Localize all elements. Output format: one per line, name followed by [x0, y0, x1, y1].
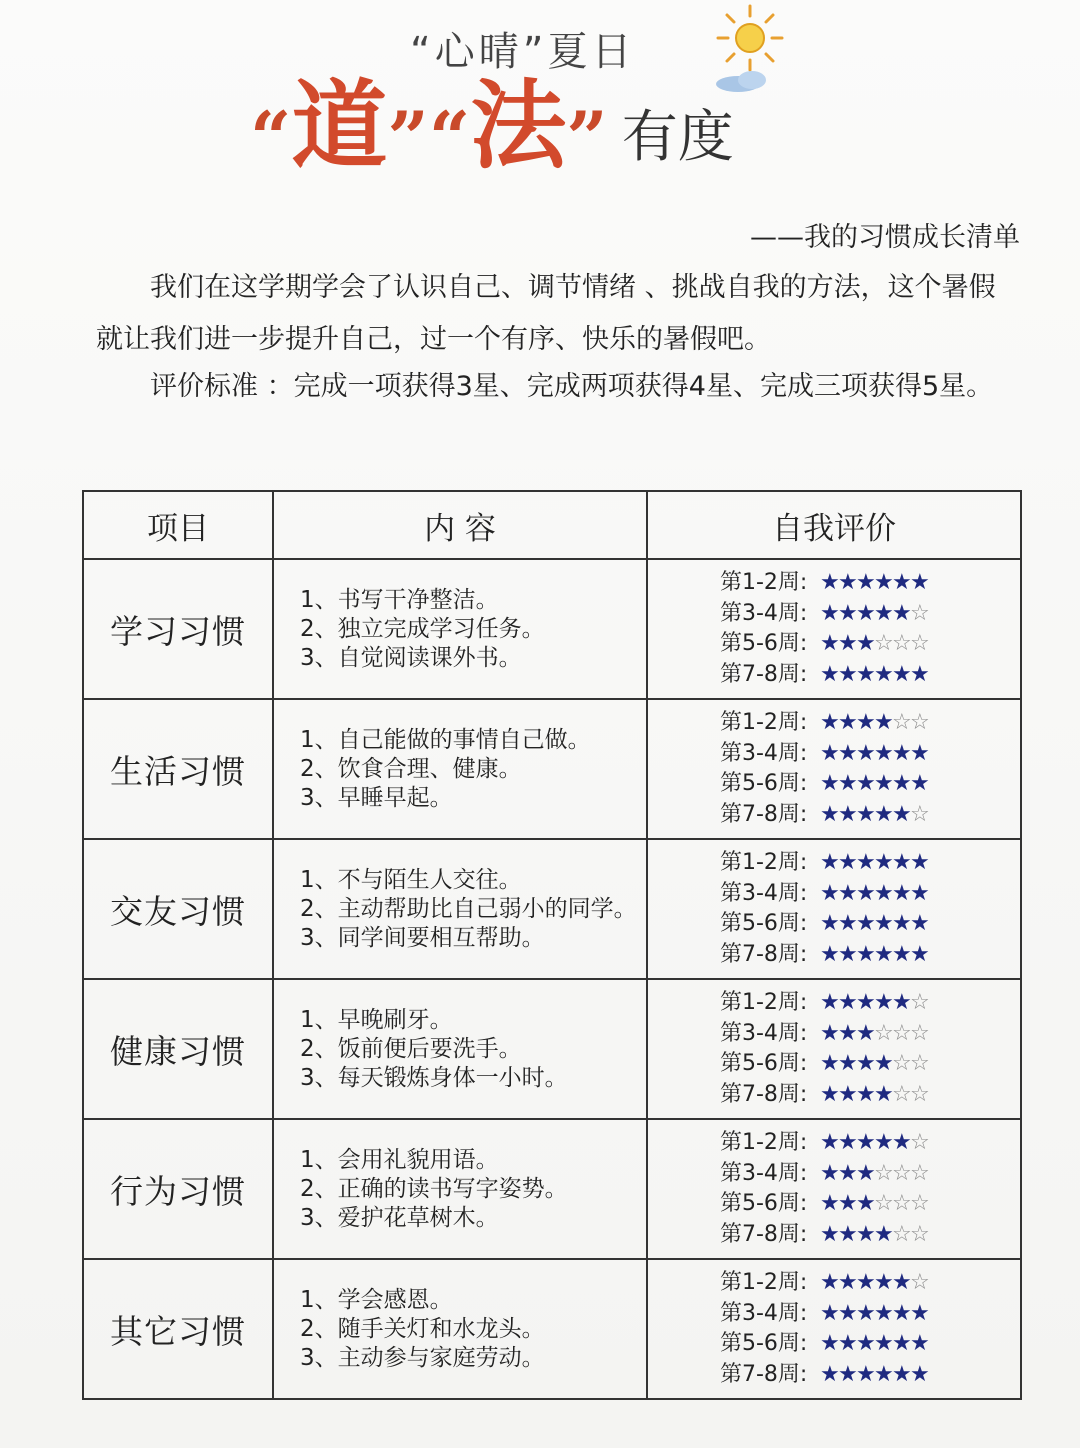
star-filled-icon: ★ — [838, 661, 858, 687]
star-empty-icon: ☆ — [910, 1020, 930, 1046]
star-filled-icon: ★ — [892, 1300, 912, 1326]
week-label: 第5-6周: — [720, 631, 808, 656]
habit-content-cell — [273, 559, 647, 699]
star-filled-icon: ★ — [820, 850, 840, 876]
star-filled-icon: ★ — [892, 1270, 912, 1296]
week-label: 第3-4周: — [720, 740, 808, 766]
star-filled-icon: ★ — [820, 1221, 840, 1247]
star-rating — [820, 852, 928, 874]
star-rating — [820, 992, 928, 1014]
header-item: 项目 — [83, 491, 273, 559]
star-rating — [820, 913, 928, 935]
eval-week-row — [720, 1329, 1020, 1360]
content-item: 1、不与陌生人交往。 — [300, 866, 522, 893]
star-filled-icon: ★ — [856, 1051, 876, 1077]
star-filled-icon: ★ — [838, 1081, 858, 1107]
star-filled-icon: ★ — [838, 1051, 858, 1077]
star-rating — [820, 1221, 930, 1247]
habit-content-cell — [273, 1259, 647, 1399]
star-empty-icon: ☆ — [874, 1160, 894, 1186]
week-label: 第3-4周: — [720, 1300, 808, 1326]
star-rating — [820, 1300, 930, 1326]
eval-week-row — [720, 848, 1020, 879]
star-filled-icon: ★ — [820, 1300, 840, 1326]
star-filled-icon: ★ — [820, 600, 840, 626]
star-empty-icon: ☆ — [910, 1270, 930, 1296]
star-filled-icon: ★ — [856, 941, 876, 967]
star-filled-icon: ★ — [838, 1361, 858, 1387]
content-item: 2、主动帮助比自己弱小的同学。 — [300, 895, 637, 922]
content-list — [274, 586, 646, 673]
content-item: 1、学会感恩。 — [300, 1286, 453, 1313]
star-filled-icon: ★ — [910, 661, 930, 687]
star-filled-icon: ★ — [856, 631, 876, 657]
self-eval-cell — [647, 839, 1021, 979]
content-item: 1、早晚刷牙。 — [300, 1006, 453, 1033]
star-filled-icon: ★ — [856, 911, 876, 937]
eval-week-row — [720, 1159, 1020, 1190]
star-filled-icon: ★ — [856, 1361, 876, 1387]
habit-content-cell — [273, 1119, 647, 1259]
content-item: 3、爱护花草树木。 — [300, 1204, 499, 1231]
star-filled-icon: ★ — [838, 1331, 858, 1357]
week-label: 第7-8周: — [720, 1081, 808, 1107]
star-empty-icon: ☆ — [874, 1191, 894, 1217]
star-empty-icon: ☆ — [892, 1221, 912, 1247]
star-filled-icon: ★ — [838, 1020, 858, 1046]
eval-list — [648, 1128, 1020, 1250]
star-rating — [820, 572, 928, 594]
self-eval-cell — [647, 979, 1021, 1119]
quote-open: “ — [250, 95, 292, 180]
star-filled-icon: ★ — [892, 1130, 912, 1156]
star-empty-icon: ☆ — [910, 1160, 930, 1186]
content-item: 2、独立完成学习任务。 — [300, 615, 545, 642]
star-filled-icon: ★ — [856, 661, 876, 687]
star-empty-icon: ☆ — [892, 1051, 912, 1077]
content-item: 2、饭前便后要洗手。 — [300, 1035, 522, 1062]
eval-list — [648, 848, 1020, 970]
star-filled-icon: ★ — [874, 1300, 894, 1326]
star-rating — [820, 1272, 928, 1294]
star-filled-icon: ★ — [820, 941, 840, 967]
star-filled-icon: ★ — [892, 850, 912, 876]
eval-week-row — [720, 629, 1020, 660]
star-filled-icon: ★ — [874, 1361, 894, 1387]
star-filled-icon: ★ — [856, 1270, 876, 1296]
star-rating — [820, 1361, 930, 1387]
star-filled-icon: ★ — [856, 570, 876, 596]
content-list — [274, 1146, 646, 1233]
star-filled-icon: ★ — [910, 941, 930, 967]
content-item: 3、自觉阅读课外书。 — [300, 644, 522, 671]
star-filled-icon: ★ — [856, 771, 876, 797]
content-item: 1、会用礼貌用语。 — [300, 1146, 499, 1173]
content-item: 3、同学间要相互帮助。 — [300, 924, 545, 951]
star-empty-icon: ☆ — [910, 1191, 930, 1217]
star-rating — [820, 600, 930, 626]
star-empty-icon: ☆ — [892, 631, 912, 657]
star-filled-icon: ★ — [820, 911, 840, 937]
star-filled-icon: ★ — [820, 990, 840, 1016]
habit-content-cell — [273, 839, 647, 979]
star-filled-icon: ★ — [892, 661, 912, 687]
content-item: 2、饮食合理、健康。 — [300, 755, 522, 782]
star-filled-icon: ★ — [856, 1191, 876, 1217]
star-empty-icon: ☆ — [892, 1160, 912, 1186]
star-rating — [820, 773, 928, 795]
content-list — [274, 1286, 646, 1373]
star-empty-icon: ☆ — [910, 1081, 930, 1107]
week-label: 第7-8周: — [720, 1361, 808, 1387]
eval-week-row — [720, 1080, 1020, 1111]
star-empty-icon: ☆ — [892, 1191, 912, 1217]
star-empty-icon: ☆ — [874, 1020, 894, 1046]
week-label: 第7-8周: — [720, 661, 808, 687]
header-eval: 自我评价 — [647, 491, 1021, 559]
star-filled-icon: ★ — [856, 990, 876, 1016]
star-filled-icon: ★ — [838, 990, 858, 1016]
star-filled-icon: ★ — [874, 570, 894, 596]
star-filled-icon: ★ — [820, 880, 840, 906]
star-filled-icon: ★ — [838, 570, 858, 596]
eval-list — [648, 708, 1020, 830]
star-filled-icon: ★ — [892, 600, 912, 626]
eval-week-row — [720, 739, 1020, 770]
star-rating — [820, 1020, 930, 1046]
star-filled-icon: ★ — [856, 1130, 876, 1156]
week-label: 第1-2周: — [720, 1130, 808, 1155]
self-eval-cell — [647, 559, 1021, 699]
eval-week-row — [720, 660, 1020, 691]
star-filled-icon: ★ — [856, 1331, 876, 1357]
content-item: 3、每天锻炼身体一小时。 — [300, 1064, 568, 1091]
subtitle: ——我的习惯成长清单 — [750, 222, 1020, 253]
table-row — [83, 979, 1021, 1119]
table-row — [83, 1119, 1021, 1259]
star-filled-icon: ★ — [892, 880, 912, 906]
star-filled-icon: ★ — [838, 850, 858, 876]
star-filled-icon: ★ — [892, 911, 912, 937]
star-filled-icon: ★ — [874, 1051, 894, 1077]
habit-name: 其它习惯 — [83, 1259, 273, 1399]
star-rating — [820, 880, 930, 906]
week-label: 第7-8周: — [720, 1221, 808, 1247]
self-eval-cell — [647, 1259, 1021, 1399]
star-filled-icon: ★ — [892, 941, 912, 967]
star-filled-icon: ★ — [820, 631, 840, 657]
header-content: 内 容 — [273, 491, 647, 559]
star-filled-icon: ★ — [892, 1361, 912, 1387]
star-filled-icon: ★ — [820, 661, 840, 687]
star-filled-icon: ★ — [874, 1270, 894, 1296]
star-filled-icon: ★ — [820, 1020, 840, 1046]
table-row — [83, 839, 1021, 979]
star-filled-icon: ★ — [874, 661, 894, 687]
star-filled-icon: ★ — [838, 1160, 858, 1186]
star-rating — [820, 1333, 928, 1355]
eval-week-row — [720, 1019, 1020, 1050]
title-main — [250, 70, 734, 182]
week-label: 第5-6周: — [720, 771, 808, 796]
eval-week-row — [720, 599, 1020, 630]
content-list — [274, 726, 646, 813]
star-empty-icon: ☆ — [892, 1020, 912, 1046]
star-filled-icon: ★ — [838, 1191, 858, 1217]
star-filled-icon: ★ — [856, 710, 876, 736]
star-rating — [820, 712, 928, 734]
star-rating — [820, 1053, 928, 1075]
star-filled-icon: ★ — [910, 850, 930, 876]
week-label: 第7-8周: — [720, 801, 808, 827]
star-empty-icon: ☆ — [892, 1081, 912, 1107]
content-item: 3、早睡早起。 — [300, 784, 453, 811]
intro-line-2: 就让我们进一步提升自己，过一个有序、快乐的暑假吧。 — [96, 324, 771, 355]
intro-paragraph — [96, 262, 1026, 366]
star-filled-icon: ★ — [838, 1130, 858, 1156]
title-dao: 道 — [291, 70, 388, 182]
star-filled-icon: ★ — [874, 771, 894, 797]
week-label: 第1-2周: — [720, 1270, 808, 1295]
eval-week-row — [720, 879, 1020, 910]
content-list — [274, 1006, 646, 1093]
content-item: 3、主动参与家庭劳动。 — [300, 1344, 545, 1371]
habit-name: 交友习惯 — [83, 839, 273, 979]
star-filled-icon: ★ — [856, 880, 876, 906]
eval-list — [648, 568, 1020, 690]
table-header-row — [83, 491, 1021, 559]
star-filled-icon: ★ — [856, 850, 876, 876]
star-filled-icon: ★ — [910, 570, 930, 596]
star-filled-icon: ★ — [874, 911, 894, 937]
table-row — [83, 559, 1021, 699]
habit-table — [82, 490, 1022, 1400]
star-rating — [820, 661, 930, 687]
star-filled-icon: ★ — [820, 1270, 840, 1296]
star-filled-icon: ★ — [820, 1081, 840, 1107]
title-fa: 法 — [470, 70, 567, 182]
star-filled-icon: ★ — [838, 771, 858, 797]
star-filled-icon: ★ — [874, 801, 894, 827]
star-filled-icon: ★ — [838, 941, 858, 967]
star-filled-icon: ★ — [820, 1160, 840, 1186]
quote-open-2: “ — [428, 95, 471, 180]
star-empty-icon: ☆ — [874, 631, 894, 657]
eval-week-row — [720, 708, 1020, 739]
star-rating — [820, 1193, 928, 1215]
table-row — [83, 1259, 1021, 1399]
star-rating — [820, 740, 930, 766]
quote-close: ” — [387, 95, 429, 180]
habit-name: 生活习惯 — [83, 699, 273, 839]
star-filled-icon: ★ — [874, 1130, 894, 1156]
star-filled-icon: ★ — [838, 631, 858, 657]
star-empty-icon: ☆ — [892, 710, 912, 736]
week-label: 第1-2周: — [720, 990, 808, 1015]
star-filled-icon: ★ — [820, 570, 840, 596]
self-eval-cell — [647, 1119, 1021, 1259]
week-label: 第3-4周: — [720, 600, 808, 626]
eval-week-row — [720, 1268, 1020, 1299]
quote-close-2: ” — [566, 95, 608, 180]
star-filled-icon: ★ — [820, 1191, 840, 1217]
content-item: 2、随手关灯和水龙头。 — [300, 1315, 545, 1342]
star-filled-icon: ★ — [820, 1361, 840, 1387]
star-filled-icon: ★ — [892, 570, 912, 596]
star-filled-icon: ★ — [856, 1160, 876, 1186]
star-filled-icon: ★ — [820, 1051, 840, 1077]
week-label: 第5-6周: — [720, 1191, 808, 1216]
star-filled-icon: ★ — [856, 740, 876, 766]
title-suffix: 有度 — [621, 105, 734, 170]
star-filled-icon: ★ — [910, 911, 930, 937]
star-filled-icon: ★ — [820, 1130, 840, 1156]
star-filled-icon: ★ — [856, 1020, 876, 1046]
content-list — [274, 866, 646, 953]
habit-content-cell — [273, 979, 647, 1119]
eval-week-row — [720, 1299, 1020, 1330]
week-label: 第3-4周: — [720, 880, 808, 906]
star-filled-icon: ★ — [874, 600, 894, 626]
eval-week-row — [720, 1220, 1020, 1251]
evaluation-criteria: 评价标准 ：完成一项获得3星、完成两项获得4星、完成三项获得5星。 — [150, 371, 994, 402]
star-filled-icon: ★ — [910, 771, 930, 797]
title-small: “心晴”夏日 — [410, 29, 636, 75]
eval-week-row — [720, 988, 1020, 1019]
star-filled-icon: ★ — [838, 710, 858, 736]
star-empty-icon: ☆ — [910, 1051, 930, 1077]
week-label: 第3-4周: — [720, 1160, 808, 1186]
habit-name: 学习习惯 — [83, 559, 273, 699]
star-empty-icon: ☆ — [910, 1221, 930, 1247]
week-label: 第1-2周: — [720, 570, 808, 595]
star-filled-icon: ★ — [838, 600, 858, 626]
star-filled-icon: ★ — [910, 740, 930, 766]
star-empty-icon: ☆ — [910, 990, 930, 1016]
star-filled-icon: ★ — [910, 1361, 930, 1387]
eval-week-row — [720, 1049, 1020, 1080]
star-filled-icon: ★ — [838, 801, 858, 827]
eval-week-row — [720, 800, 1020, 831]
intro-line-1: 我们在这学期学会了认识自己、调节情绪 、挑战自我的方法，这个暑假 — [150, 272, 996, 303]
star-filled-icon: ★ — [874, 1081, 894, 1107]
star-filled-icon: ★ — [910, 880, 930, 906]
star-filled-icon: ★ — [910, 1331, 930, 1357]
star-empty-icon: ☆ — [910, 710, 930, 736]
eval-week-row — [720, 1360, 1020, 1391]
star-filled-icon: ★ — [874, 740, 894, 766]
star-filled-icon: ★ — [838, 1270, 858, 1296]
star-filled-icon: ★ — [820, 710, 840, 736]
week-label: 第7-8周: — [720, 941, 808, 967]
eval-week-row — [720, 1189, 1020, 1220]
star-filled-icon: ★ — [874, 990, 894, 1016]
eval-week-row — [720, 909, 1020, 940]
star-filled-icon: ★ — [856, 1221, 876, 1247]
star-rating — [820, 941, 930, 967]
star-filled-icon: ★ — [838, 880, 858, 906]
star-filled-icon: ★ — [892, 801, 912, 827]
week-label: 第1-2周: — [720, 710, 808, 735]
week-label: 第1-2周: — [720, 850, 808, 875]
eval-week-row — [720, 940, 1020, 971]
star-filled-icon: ★ — [892, 1331, 912, 1357]
eval-week-row — [720, 769, 1020, 800]
self-eval-cell — [647, 699, 1021, 839]
habit-content-cell — [273, 699, 647, 839]
star-filled-icon: ★ — [874, 1221, 894, 1247]
star-filled-icon: ★ — [874, 710, 894, 736]
eval-list — [648, 1268, 1020, 1390]
content-item: 1、书写干净整洁。 — [300, 586, 499, 613]
star-empty-icon: ☆ — [910, 631, 930, 657]
star-empty-icon: ☆ — [910, 600, 930, 626]
week-label: 第5-6周: — [720, 911, 808, 936]
star-filled-icon: ★ — [874, 1331, 894, 1357]
star-empty-icon: ☆ — [910, 801, 930, 827]
star-filled-icon: ★ — [892, 771, 912, 797]
star-rating — [820, 1132, 928, 1154]
star-filled-icon: ★ — [838, 1300, 858, 1326]
star-filled-icon: ★ — [838, 911, 858, 937]
star-filled-icon: ★ — [874, 941, 894, 967]
star-filled-icon: ★ — [856, 1081, 876, 1107]
week-label: 第3-4周: — [720, 1020, 808, 1046]
habit-name: 行为习惯 — [83, 1119, 273, 1259]
star-rating — [820, 1160, 930, 1186]
star-filled-icon: ★ — [820, 771, 840, 797]
week-label: 第5-6周: — [720, 1051, 808, 1076]
content-item: 1、自己能做的事情自己做。 — [300, 726, 591, 753]
star-filled-icon: ★ — [874, 850, 894, 876]
star-filled-icon: ★ — [892, 740, 912, 766]
star-filled-icon: ★ — [856, 600, 876, 626]
table-body — [83, 559, 1021, 1399]
star-rating — [820, 801, 930, 827]
star-filled-icon: ★ — [856, 1300, 876, 1326]
week-label: 第5-6周: — [720, 1331, 808, 1356]
eval-week-row — [720, 1128, 1020, 1159]
star-filled-icon: ★ — [820, 1331, 840, 1357]
star-filled-icon: ★ — [838, 740, 858, 766]
eval-week-row — [720, 568, 1020, 599]
star-empty-icon: ☆ — [910, 1130, 930, 1156]
star-filled-icon: ★ — [820, 740, 840, 766]
star-rating — [820, 1081, 930, 1107]
star-filled-icon: ★ — [856, 801, 876, 827]
star-filled-icon: ★ — [910, 1300, 930, 1326]
habit-name: 健康习惯 — [83, 979, 273, 1119]
star-filled-icon: ★ — [838, 1221, 858, 1247]
content-item: 2、正确的读书写字姿势。 — [300, 1175, 568, 1202]
star-filled-icon: ★ — [892, 990, 912, 1016]
star-rating — [820, 633, 928, 655]
eval-list — [648, 988, 1020, 1110]
star-filled-icon: ★ — [820, 801, 840, 827]
star-filled-icon: ★ — [874, 880, 894, 906]
table-row — [83, 699, 1021, 839]
